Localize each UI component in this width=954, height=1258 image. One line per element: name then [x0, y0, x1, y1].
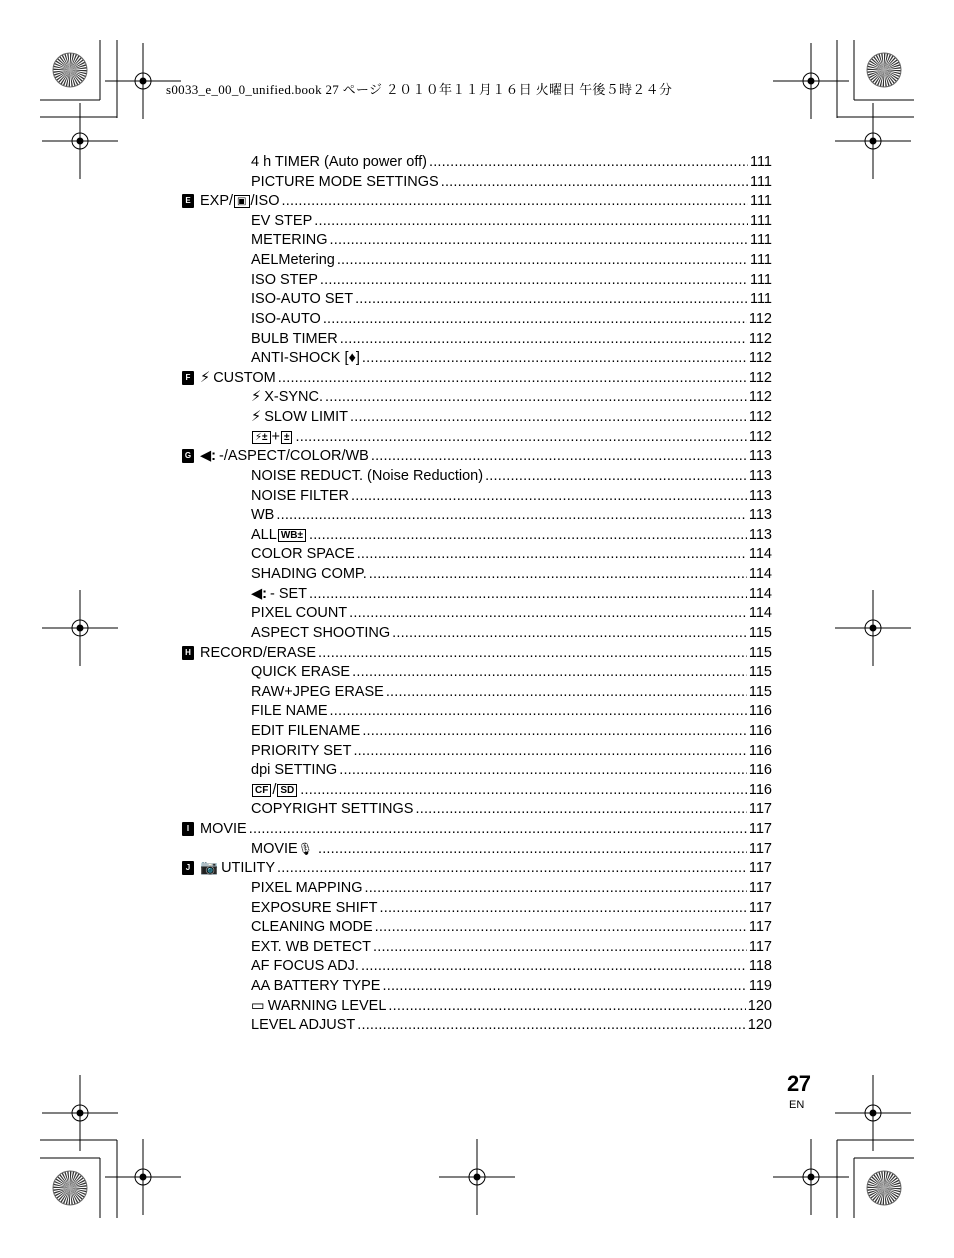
toc-entry-text: AA BATTERY TYPE	[251, 978, 381, 994]
toc-entry-row	[251, 742, 772, 760]
toc-entry-text: WB	[251, 507, 275, 523]
metering-box-icon: ▣	[234, 195, 249, 208]
toc-page-number: 117	[748, 801, 772, 817]
toc-entry-text: X-SYNC.	[264, 389, 324, 405]
toc-entry-row	[251, 349, 772, 367]
toc-entry-label	[251, 506, 274, 524]
toc-entry-row	[251, 408, 772, 426]
toc-page-number: 115	[748, 664, 772, 680]
menu-icon-letter: E	[185, 196, 191, 205]
toc-glyph-icon: ▭	[251, 998, 265, 1014]
menu-f-icon	[182, 371, 194, 385]
dot-leader	[300, 781, 747, 799]
toc-entry-label	[251, 604, 347, 622]
dot-leader	[323, 310, 747, 328]
language-code: EN	[789, 1099, 805, 1111]
dot-leader	[361, 957, 747, 975]
toc-entry-label	[251, 722, 360, 740]
toc-entry-text: MOVIE	[251, 841, 298, 857]
toc-entry-label	[251, 624, 390, 642]
toc-entry-text: UTILITY	[221, 860, 276, 876]
dot-leader	[352, 663, 747, 681]
toc-entry-label	[251, 271, 318, 289]
toc-page-number: 112	[748, 409, 772, 425]
dot-leader	[339, 761, 747, 779]
toc-page-number: 117	[748, 919, 772, 935]
toc-entry-row	[251, 938, 772, 956]
dot-leader	[357, 545, 747, 563]
menu-i-icon	[182, 822, 194, 836]
dot-leader	[392, 624, 747, 642]
toc-page-number: 111	[749, 213, 772, 229]
toc-section-row	[182, 820, 772, 838]
dot-leader	[353, 742, 746, 760]
toc-glyph-icon: ◀:	[200, 448, 216, 464]
toc-glyph-icon: ⚡	[251, 409, 262, 425]
toc-entry-text: ISO-AUTO SET	[251, 291, 354, 307]
dot-leader	[295, 428, 746, 446]
toc-entry-row	[251, 918, 772, 936]
toc-page-number: 120	[747, 1017, 772, 1033]
dot-leader	[318, 644, 747, 662]
dot-leader	[364, 879, 746, 897]
dot-leader	[357, 1016, 746, 1034]
toc-entry-label	[251, 800, 413, 818]
toc-page-number: 117	[748, 841, 772, 857]
dot-leader	[340, 330, 747, 348]
toc-section-row	[182, 369, 772, 387]
dot-leader	[382, 977, 746, 995]
toc-entry-row	[251, 781, 772, 799]
toc-entry-row	[251, 290, 772, 308]
menu-icon-letter: F	[185, 373, 191, 382]
microphone-icon: 🎙	[297, 842, 313, 856]
toc-entry-label	[251, 251, 335, 269]
toc-entry-text: SHADING COMP.	[251, 566, 367, 582]
toc-entry-text: NOISE FILTER	[251, 488, 350, 504]
dot-leader	[386, 683, 747, 701]
toc-entry-row	[251, 565, 772, 583]
toc-page-number: 111	[749, 252, 772, 268]
dot-leader	[314, 212, 748, 230]
toc-page-number: 116	[748, 703, 772, 719]
toc-glyph-icon: ⚡	[251, 389, 262, 405]
toc-entry-row	[251, 977, 772, 995]
toc-entry-text: NOISE REDUCT. (Noise Reduction)	[251, 468, 484, 484]
toc-entry-label	[251, 702, 328, 720]
toc-page-number: 112	[748, 429, 772, 445]
toc-entry-label	[182, 369, 276, 387]
dot-leader	[330, 231, 748, 249]
toc-section-row	[182, 859, 772, 877]
toc-entry-label	[251, 173, 439, 191]
toc-entry-text: BULB TIMER	[251, 331, 338, 347]
toc-page-number: 111	[749, 174, 772, 190]
toc-section-row	[182, 192, 772, 210]
toc-entry-text: ASPECT SHOOTING	[251, 625, 391, 641]
toc-glyph-icon: ◀:	[251, 586, 267, 602]
dot-leader	[373, 938, 747, 956]
toc-entry-text: COPYRIGHT SETTINGS	[251, 801, 414, 817]
toc-entry-text: ISO STEP	[251, 272, 318, 288]
toc-page-number: 115	[748, 645, 772, 661]
toc-page-number: 117	[748, 880, 772, 896]
toc-entry-text: EXPOSURE SHIFT	[251, 900, 378, 916]
toc-entry-row	[251, 585, 772, 603]
menu-h-icon	[182, 646, 194, 660]
toc-page-number: 112	[748, 389, 772, 405]
toc-page-number: 113	[748, 488, 772, 504]
menu-icon-letter: H	[185, 648, 191, 657]
dot-leader	[350, 408, 747, 426]
toc-entry-text: /	[272, 782, 277, 798]
toc-entry-label	[251, 899, 378, 917]
page-number: 27	[787, 1071, 811, 1096]
toc-entry-text: -/ASPECT/COLOR/WB	[218, 448, 369, 464]
toc-entry-text: ANTI-SHOCK [♦]	[251, 350, 360, 366]
toc-page-number: 113	[748, 448, 772, 464]
toc-page-number: 119	[748, 978, 772, 994]
toc-page-number: 116	[748, 782, 772, 798]
toc-entry-label	[251, 742, 351, 760]
dot-leader	[441, 173, 748, 191]
toc-entry-label	[251, 428, 293, 446]
toc-entry-label	[251, 918, 373, 936]
toc-page-number: 111	[749, 154, 772, 170]
toc-page-number: 115	[748, 625, 772, 641]
toc-page-number: 114	[748, 605, 772, 621]
toc-entry-text: QUICK ERASE	[251, 664, 351, 680]
toc-entry-row	[251, 526, 772, 544]
toc-entry-label	[251, 330, 338, 348]
box-icon-second: SD	[277, 784, 297, 797]
toc-entry-text: EV STEP	[251, 213, 313, 229]
toc-entry-row	[251, 153, 772, 171]
toc-entry-text: SLOW LIMIT	[264, 409, 348, 425]
toc-entry-row	[251, 879, 772, 897]
toc-entry-label	[251, 349, 360, 367]
toc-entry-label	[251, 153, 427, 171]
dot-leader	[330, 702, 747, 720]
toc-entry-label	[182, 820, 247, 838]
toc-entry-row	[251, 231, 772, 249]
toc-entry-row	[251, 467, 772, 485]
dot-leader	[351, 487, 747, 505]
menu-icon-letter: J	[185, 863, 191, 872]
toc-glyph-icon: ⚡	[200, 370, 211, 386]
toc-entry-text: AELMetering	[251, 252, 335, 268]
toc-entry-text: PIXEL MAPPING	[251, 880, 363, 896]
toc-page-number: 111	[749, 193, 772, 209]
toc-entry-text: LEVEL ADJUST	[251, 1017, 356, 1033]
toc-entry-text: +	[271, 429, 280, 445]
toc-entry-text: RECORD/ERASE	[200, 645, 317, 661]
toc-entry-row	[251, 663, 772, 681]
toc-entry-label	[251, 565, 367, 583]
toc-entry-label	[251, 781, 298, 799]
toc-entry-text: ISO-AUTO	[251, 311, 321, 327]
menu-j-icon	[182, 861, 194, 875]
toc-entry-label	[251, 212, 312, 230]
toc-entry-label	[251, 683, 384, 701]
toc-entry-text: AF FOCUS ADJ.	[251, 958, 359, 974]
toc-entry-text: CLEANING MODE	[251, 919, 373, 935]
toc-entry-text: EXP/	[200, 193, 234, 209]
toc-page-number: 111	[749, 232, 772, 248]
toc-entry-label	[251, 997, 386, 1015]
toc-entry-text: FILE NAME	[251, 703, 328, 719]
toc-entry-text: PICTURE MODE SETTINGS	[251, 174, 439, 190]
toc-page-number: 111	[749, 272, 772, 288]
box-icon: CF	[252, 784, 271, 797]
toc-entry-label	[182, 192, 280, 210]
toc-page-number: 114	[748, 546, 772, 562]
menu-e-icon	[182, 194, 194, 208]
toc-entry-text: ALL	[251, 527, 277, 543]
toc-entry-label	[251, 487, 349, 505]
toc-page-number: 117	[748, 900, 772, 916]
toc-page-number: 112	[748, 370, 772, 386]
dot-leader	[309, 526, 747, 544]
toc-entry-text: RAW+JPEG ERASE	[251, 684, 384, 700]
book-header-slug: s0033_e_00_0_unified.book 27 ページ ２０１０年１１月１６日 火曜日 午後５時２４分	[166, 82, 673, 97]
toc-entry-label	[251, 290, 353, 308]
toc-entry-row	[251, 428, 772, 446]
toc-page-number: 117	[748, 939, 772, 955]
dot-leader	[362, 349, 747, 367]
dot-leader	[277, 859, 747, 877]
toc-page-number: 115	[748, 684, 772, 700]
dot-leader	[320, 271, 748, 289]
dot-leader	[278, 369, 747, 387]
toc-entry-row	[251, 683, 772, 701]
toc-entry-row	[251, 624, 772, 642]
toc-entry-label	[182, 859, 275, 877]
toc-entry-row	[251, 997, 772, 1015]
dot-leader	[375, 918, 747, 936]
toc-entry-row	[251, 173, 772, 191]
toc-entry-label	[251, 310, 321, 328]
toc-entry-text: EXT. WB DETECT	[251, 939, 372, 955]
toc-entry-text: CUSTOM	[213, 370, 276, 386]
toc-entry-text: 4 h TIMER (Auto power off)	[251, 154, 427, 170]
toc-page-number: 116	[748, 743, 772, 759]
toc-entry-label	[182, 447, 369, 465]
toc-entry-label	[251, 938, 371, 956]
toc-entry-text: PIXEL COUNT	[251, 605, 348, 621]
toc-entry-text: COLOR SPACE	[251, 546, 355, 562]
toc-entry-text: dpi SETTING	[251, 762, 338, 778]
toc-entry-label	[251, 545, 355, 563]
dot-leader	[355, 290, 748, 308]
dot-leader	[349, 604, 747, 622]
dot-leader	[380, 899, 747, 917]
toc-page-number: 112	[748, 311, 772, 327]
toc-entry-text: EDIT FILENAME	[251, 723, 361, 739]
toc-page-number: 120	[747, 998, 772, 1014]
toc-entry-label	[251, 840, 316, 858]
toc-entry-row	[251, 1016, 772, 1034]
toc-page-number: 113	[748, 507, 772, 523]
toc-entry-row	[251, 212, 772, 230]
toc-entry-row	[251, 899, 772, 917]
toc-entry-label	[251, 526, 307, 544]
toc-entry-text: PRIORITY SET	[251, 743, 352, 759]
dot-leader	[318, 840, 747, 858]
dot-leader	[309, 585, 747, 603]
toc-page-number: 117	[748, 860, 772, 876]
toc-section-row	[182, 644, 772, 662]
toc-entry-label	[251, 585, 307, 603]
toc-page-number: 112	[748, 331, 772, 347]
wb-box-icon: WB±	[278, 529, 306, 542]
toc-page-number: 114	[748, 566, 772, 582]
toc-entry-text-suffix: /ISO	[250, 193, 280, 209]
toc-page-number: 113	[748, 527, 772, 543]
toc-page-number: 117	[748, 821, 772, 837]
box-icon: ⚡±	[252, 431, 271, 444]
toc-section-row	[182, 447, 772, 465]
box-icon-second: ±	[281, 431, 293, 444]
toc-entry-row	[251, 840, 772, 858]
dot-leader	[276, 506, 747, 524]
toc-page-number: 112	[748, 350, 772, 366]
toc-entry-row	[251, 604, 772, 622]
toc-page-number: 118	[748, 958, 772, 974]
toc-entry-label	[251, 761, 337, 779]
menu-icon-letter: G	[184, 451, 192, 460]
toc-page-number: 116	[748, 723, 772, 739]
toc-entry-row	[251, 310, 772, 328]
toc-glyph-icon: 📷	[200, 860, 219, 876]
menu-icon-letter: I	[186, 824, 190, 833]
toc-entry-row	[251, 722, 772, 740]
toc-entry-label	[182, 644, 316, 662]
toc-page-number: 114	[748, 586, 772, 602]
dot-leader	[429, 153, 748, 171]
toc-entry-label	[251, 663, 350, 681]
toc-entry-row	[251, 800, 772, 818]
toc-entry-label	[251, 1016, 355, 1034]
toc-entry-row	[251, 487, 772, 505]
toc-entry-text: - SET	[269, 586, 308, 602]
dot-leader	[249, 820, 747, 838]
toc-entry-row	[251, 251, 772, 269]
dot-leader	[415, 800, 746, 818]
toc-entry-label	[251, 408, 348, 426]
toc-entry-text: MOVIE	[200, 821, 247, 837]
toc-entry-row	[251, 271, 772, 289]
dot-leader	[337, 251, 748, 269]
menu-g-icon	[182, 449, 194, 463]
dot-leader	[325, 388, 747, 406]
dot-leader	[485, 467, 747, 485]
toc-entry-row	[251, 761, 772, 779]
toc-entry-row	[251, 388, 772, 406]
dot-leader	[371, 447, 747, 465]
toc-page-number: 113	[748, 468, 772, 484]
dot-leader	[282, 192, 748, 210]
dot-leader	[362, 722, 747, 740]
toc-entry-label	[251, 467, 483, 485]
dot-leader	[369, 565, 747, 583]
toc-entry-label	[251, 957, 359, 975]
toc-entry-row	[251, 330, 772, 348]
toc-entry-row	[251, 545, 772, 563]
toc-entry-label	[251, 231, 328, 249]
toc-entry-label	[251, 977, 380, 995]
toc-entry-label	[251, 388, 323, 406]
toc-entry-label	[251, 879, 362, 897]
toc-entry-text: WARNING LEVEL	[267, 998, 387, 1014]
toc-entry-row	[251, 702, 772, 720]
toc-entry-text: METERING	[251, 232, 328, 248]
toc-page-number: 111	[749, 291, 772, 307]
toc-page-number: 116	[748, 762, 772, 778]
toc-entry-row	[251, 506, 772, 524]
dot-leader	[388, 997, 745, 1015]
toc-entry-row	[251, 957, 772, 975]
